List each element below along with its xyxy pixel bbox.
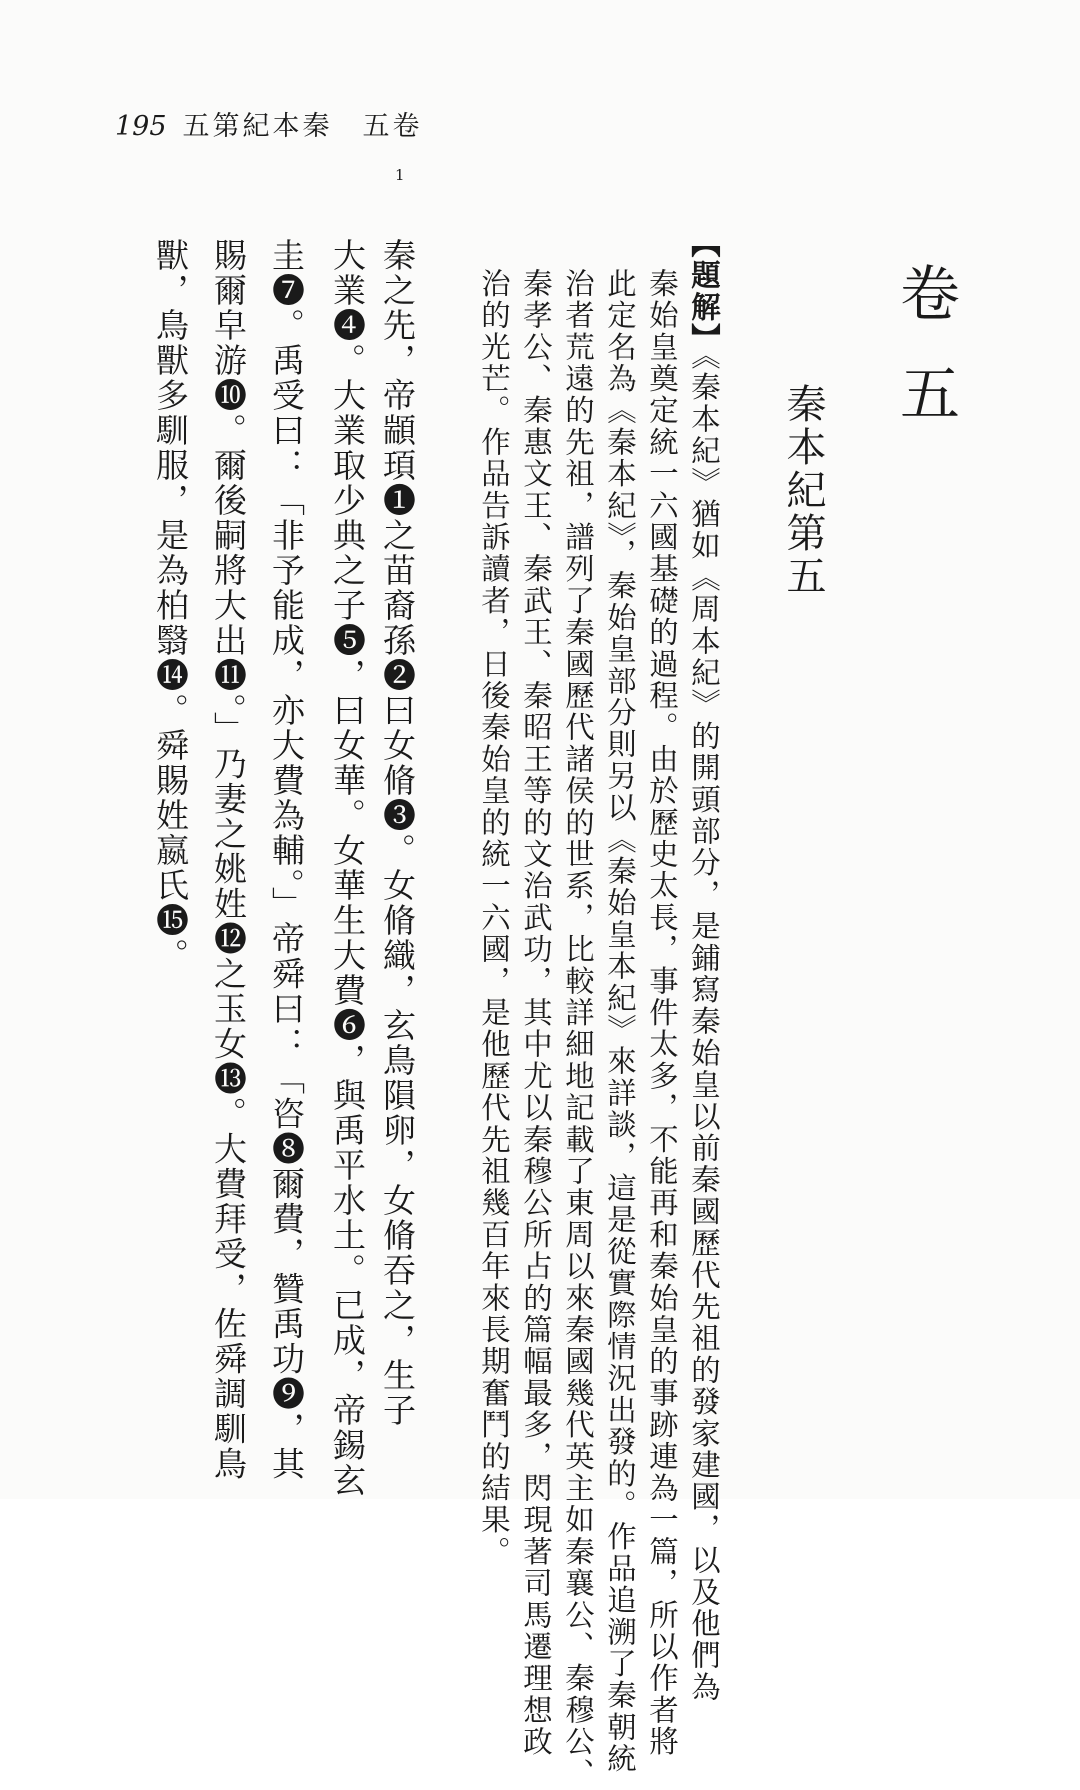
running-header xyxy=(115,104,423,143)
intro-line: 【題解】《秦本紀》猶如《周本紀》的開頭部分，是鋪寫秦始皇以前秦國歷代先祖的發家建國，以及他們為 xyxy=(687,228,722,1704)
intro-line: 治的光芒。作品告訴讀者，日後秦始皇的統一六國，是他歷代先祖幾百年來長期奮鬥的結果。 xyxy=(477,268,511,1568)
text-line: 秦之先，帝顓頊❶之苗裔孫❷曰女脩❸。女脩織，玄鳥隕卵，女脩吞之，生子 xyxy=(378,238,417,1428)
chapter-title: 秦本紀第五 xyxy=(780,383,826,598)
text-line: 圭❼。禹受曰：「非予能成，亦大費為輔。」帝舜曰：「咨❽爾費，贊禹功❾，其 xyxy=(267,238,306,1482)
page-number: 195 xyxy=(115,111,167,142)
intro-label: 【題解】 xyxy=(687,228,722,355)
intro-line: 治者荒遠的先祖，譜列了秦國歷代諸侯的世系，比較詳細地記載了東周以來秦國幾代英主如秦襄公、秦穆公、 xyxy=(561,268,595,1790)
volume-title: 卷五 xyxy=(890,262,960,462)
text-line: 大業❹。大業取少典之子❺，曰女華。女華生大費❻，與禹平水土。已成，帝錫玄 xyxy=(328,238,367,1498)
running-title: 五第紀本秦 五卷 xyxy=(182,111,423,142)
intro-line: 秦孝公、秦惠文王、秦武王、秦昭王等的文治武功，其中尤以秦穆公所占的篇幅最多，閃現著司馬遷理想政 xyxy=(519,268,553,1758)
text-line: 賜爾皁游❿。爾後嗣將大出⓫。」乃妻之姚姓⓬之玉女⓭。大費拜受，佐舜調馴鳥 xyxy=(209,238,248,1482)
intro-line: 秦始皇奠定統一六國基礎的過程。由於歷史太長，事件太多，不能再和秦始皇的事跡連為一篇，所以作者將 xyxy=(645,268,679,1758)
intro-line: 此定名為《秦本紀》，秦始皇部分則另以《秦始皇本紀》來詳談，這是從實際情況出發的。作品追溯了秦朝統 xyxy=(603,268,637,1775)
text-line: 獸，鳥獸多馴服，是為柏翳⓮。舜賜姓嬴氏⓯。 xyxy=(151,238,190,973)
paragraph-number: 1 xyxy=(395,166,405,184)
